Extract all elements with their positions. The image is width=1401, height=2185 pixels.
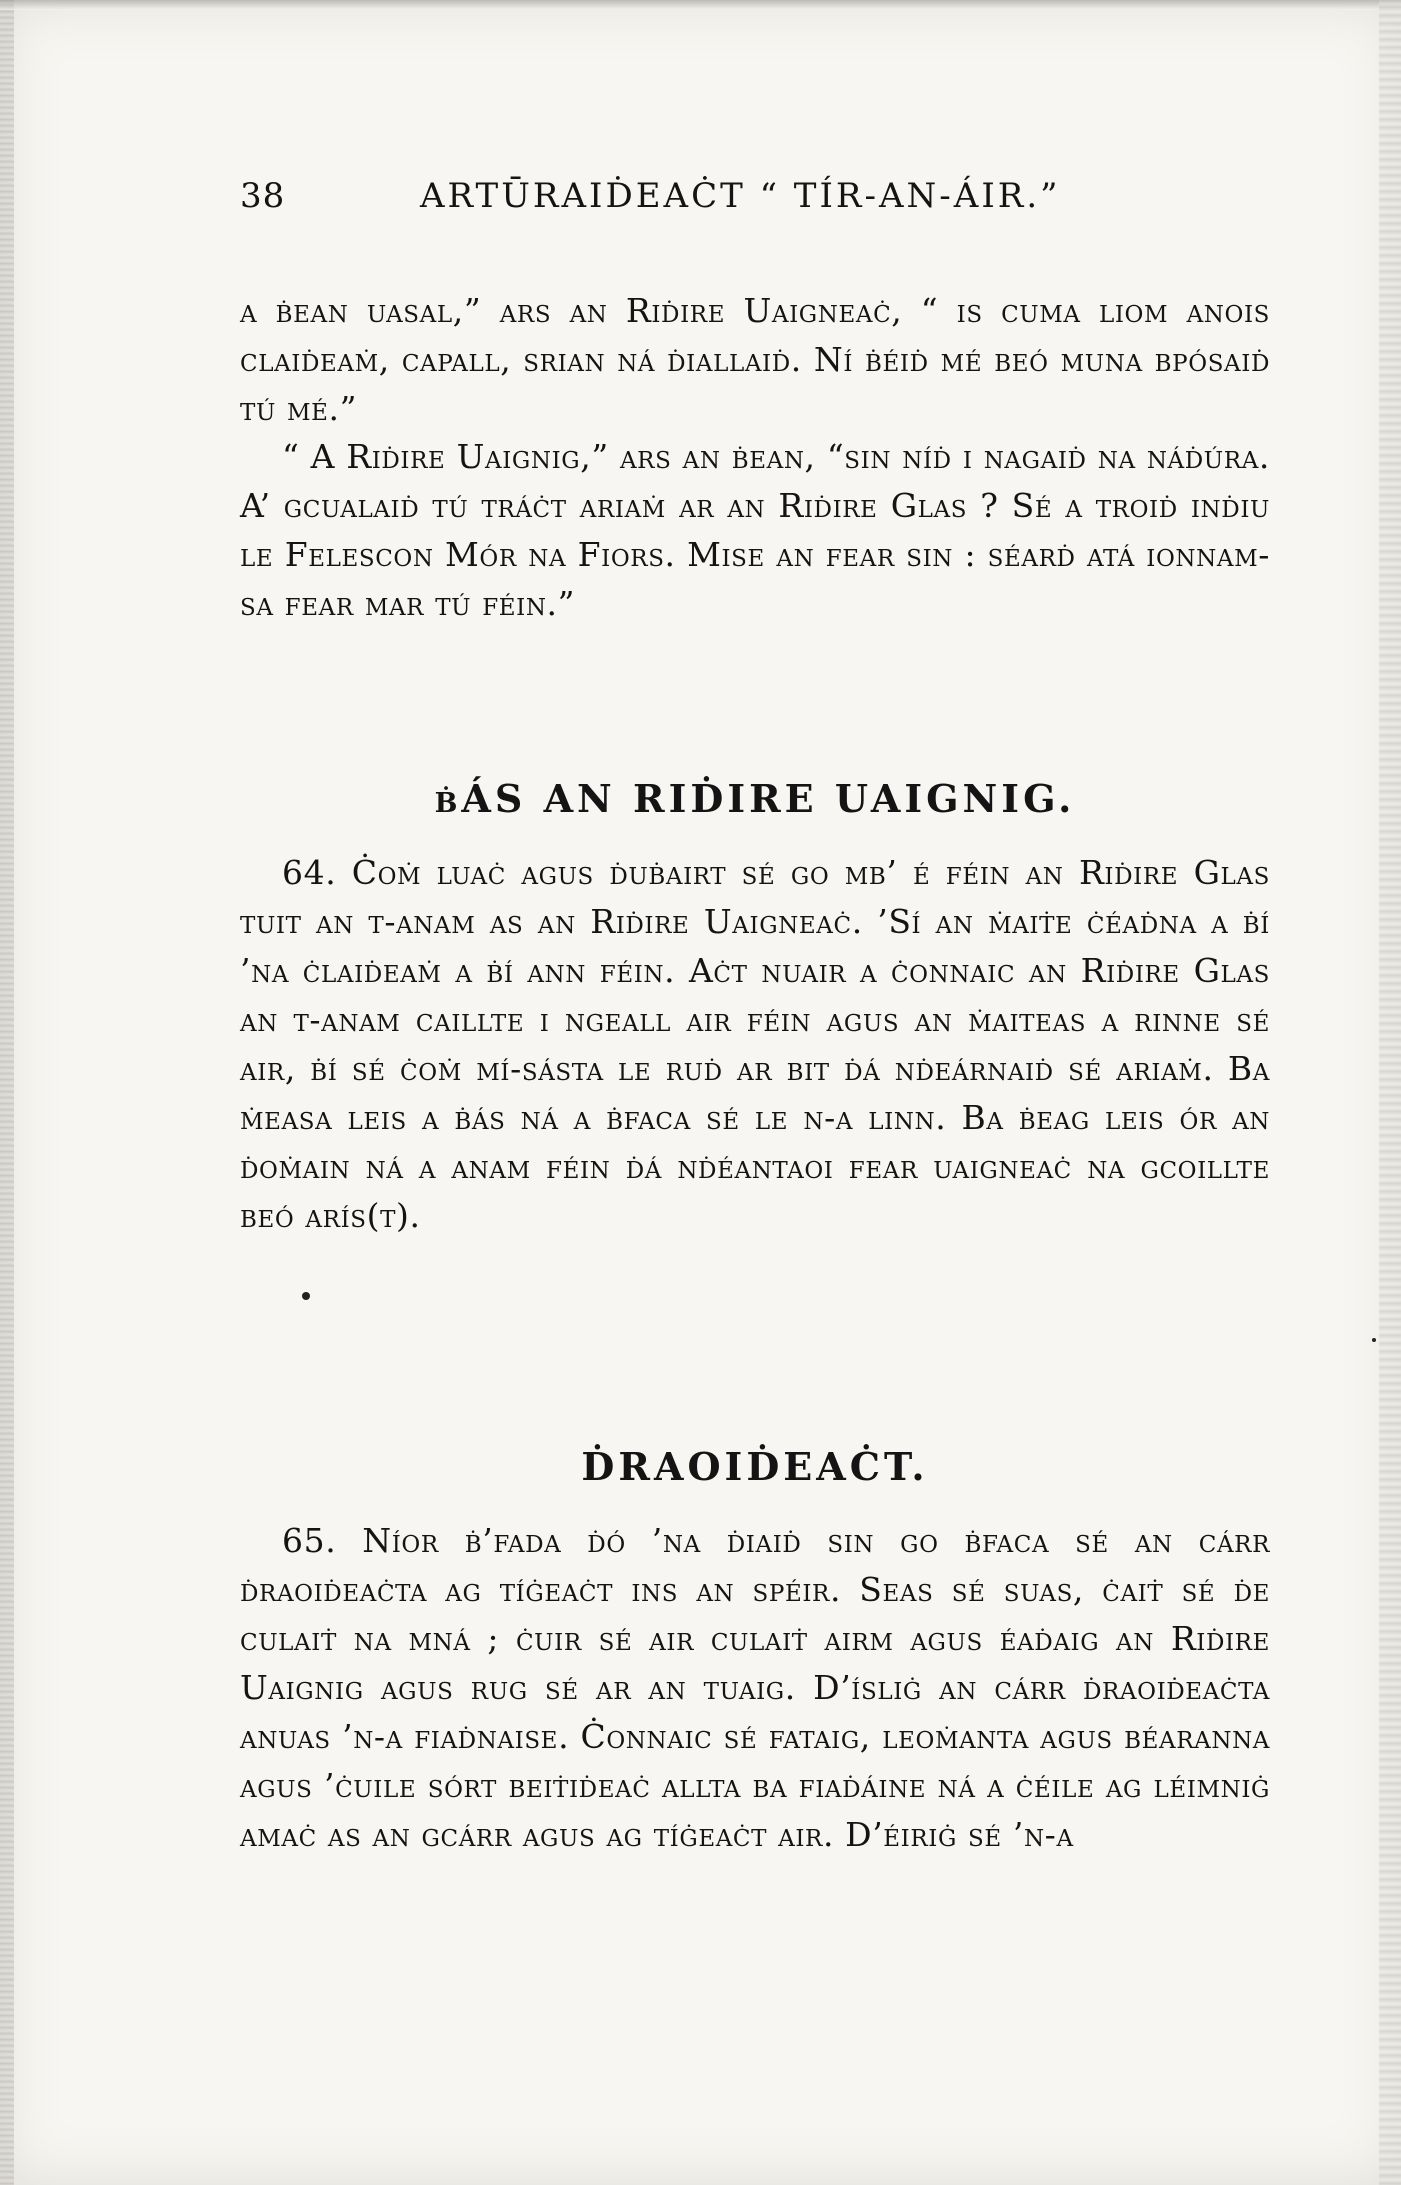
paragraph-continued: a ḃean uasal,” ars an Riḋire Uaigneaċ, “ is cuma liom anois claiḋeaṁ, capall, srian ná ḋiallaiḋ. Ní ḃéiḋ mé beó muna bpósaiḋ tú mé.” bbox=[240, 291, 1270, 428]
ink-speck bbox=[1372, 1338, 1376, 1342]
page-edge-left bbox=[0, 0, 14, 2185]
page-edge-top bbox=[0, 0, 1401, 10]
section-heading-draoideacht: ḊRAOIḊEAĊT. bbox=[581, 1444, 929, 1489]
running-head bbox=[240, 176, 1100, 236]
paragraph-64: 64. Ċoṁ luaċ agus ḋuḃairt sé go mb’ é féin an Riḋire Glas tuit an t-anam as an Riḋire Uaigneaċ. ’Sí an ṁaiṫe ċéaḋna a ḃí ’na ċlaiḋeaṁ a ḃí ann féin. Aċt nuair a ċonnaic an Riḋire Glas an t-anam caillte i ngeall air féin agus an ṁaiteas a rinne sé air, ḃí sé ċoṁ mí-sásta le ruḋ ar bit ḋá nḋeárnaiḋ sé ariaṁ. Ba ṁeasa leis a ḃás ná a ḃfaca sé le n-a linn. Ba ḃeag leis ór an ḋoṁain ná a anam féin ḋá nḋéantaoi fear uaigneaċ na gcoillte beó arís(t). bbox=[240, 853, 1270, 1235]
page-edge-right bbox=[1379, 0, 1401, 2185]
paragraph-65: 65. Níor ḃ’fada ḋó ’na ḋiaiḋ sin go ḃfaca sé an cárr ḋraoiḋeaċta ag tíġeaċt ins an spéir. Seas sé suas, ċaiṫ sé ḋe culaiṫ na mná ; ċuir sé air culaiṫ airm agus éaḋaig an Riḋire Uaignig agus rug sé ar an tuaig. D’ísliġ an cárr ḋraoiḋeaċta anuas ’n-a fiaḋnaise. Ċonnaic sé fataig, leoṁanta agus béaranna agus ’ċuile sórt beiṫiḋeaċ allta ba fiaḋáine ná a ċéile ag léimniġ amaċ as an gcárr agus ag tíġeaċt air. D’éiriġ sé ’n-a bbox=[240, 1521, 1270, 1854]
page-number: 38 bbox=[240, 176, 286, 216]
section-heading-bas-an-ridire: ḃÁS AN RIḊIRE UAIGNIG. bbox=[434, 776, 1076, 821]
running-title: ARTŪRAIḊEAĊT “ TÍR-AN-ÁIR.” bbox=[420, 176, 1061, 216]
ink-speck bbox=[302, 1292, 310, 1300]
paragraph-dialogue: “ A Riḋire Uaignig,” ars an ḃean, “sin níḋ i nagaiḋ na náḋúra. A’ gcualaiḋ tú tráċt ariaṁ ar an Riḋire Glas ? Sé a troiḋ inḋiu le Felescon Mór na Fiors. Mise an fear sin : séarḋ atá ionnam-sa fear mar tú féin.” bbox=[240, 437, 1270, 623]
